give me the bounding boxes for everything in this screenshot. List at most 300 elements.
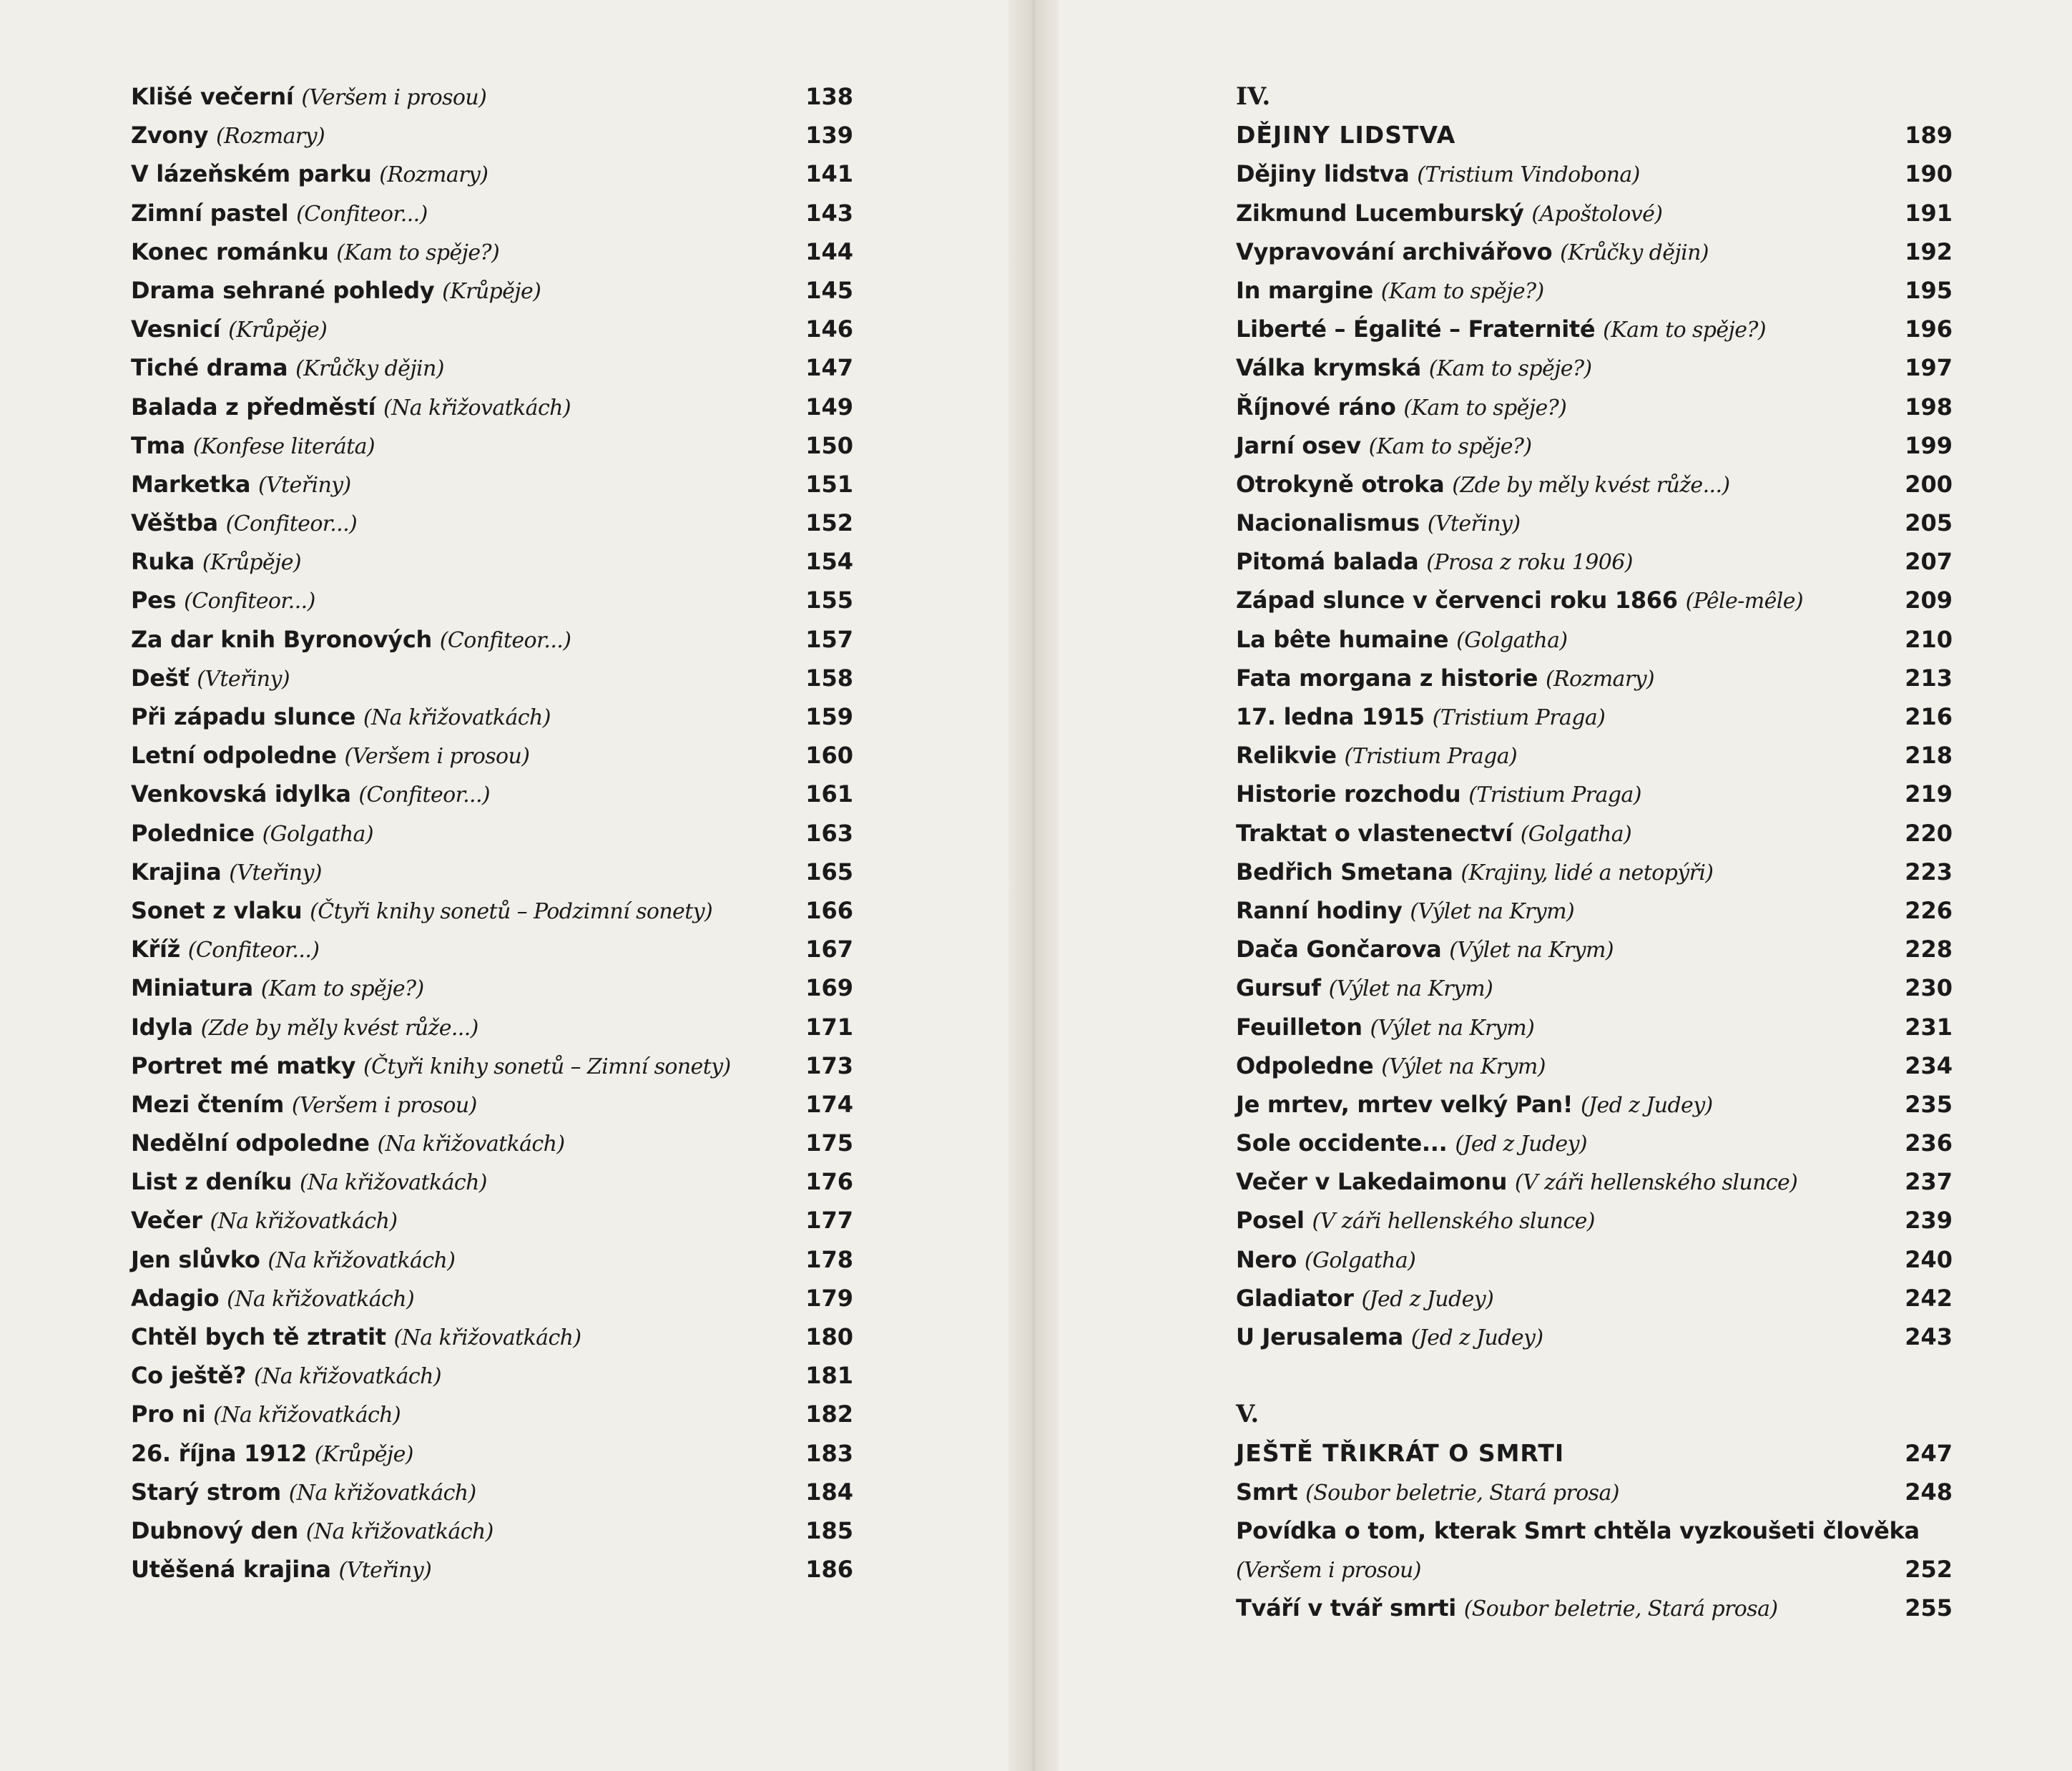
entry-source: (Vteřiny) xyxy=(1427,511,1521,537)
toc-entry xyxy=(1236,504,1953,542)
entry-title: Krajina xyxy=(131,858,222,886)
entry-page: 160 xyxy=(805,742,853,770)
toc-entry xyxy=(131,77,853,116)
entry-source: (Vteřiny) xyxy=(257,472,351,498)
entry-title: Feuilleton xyxy=(1236,1013,1362,1041)
entry-page: 146 xyxy=(805,315,853,343)
entry-source: (Golgatha) xyxy=(1520,821,1632,847)
entry-source: (Kam to spěje?) xyxy=(1368,433,1532,459)
entry-title: Gursuf xyxy=(1236,974,1321,1002)
entry-source: (Kam to spěje?) xyxy=(336,240,500,265)
toc-entry xyxy=(1236,968,1953,1007)
entry-page: 179 xyxy=(805,1284,853,1312)
entry-source: (Golgatha) xyxy=(1456,627,1568,653)
section-4-page: 189 xyxy=(1905,122,1953,149)
entry-page: 163 xyxy=(805,819,853,847)
entry-source: (Soubor beletrie, Stará prosa) xyxy=(1305,1480,1619,1506)
entry-title: Marketka xyxy=(131,470,251,498)
entry-page: 151 xyxy=(805,470,853,498)
entry-title: Mezi čtením xyxy=(131,1090,285,1118)
entry-title: Věštba xyxy=(131,509,218,537)
entry-title: Při západu slunce xyxy=(131,703,356,730)
entry-title: Za dar knih Byronových xyxy=(131,625,432,653)
entry-title: Nedělní odpoledne xyxy=(131,1129,370,1157)
entry-page: 161 xyxy=(805,780,853,808)
entry-source: (Kam to spěje?) xyxy=(1403,395,1567,421)
toc-entry xyxy=(131,1395,853,1433)
entry-source: (Na křižovatkách) xyxy=(227,1286,415,1312)
entry-title: Starý strom xyxy=(131,1478,281,1506)
entry-title: Večer xyxy=(131,1207,202,1235)
entry-source: (Na křižovatkách) xyxy=(267,1247,456,1273)
toc-entry xyxy=(131,348,853,387)
entry-source: (Vteřiny) xyxy=(229,860,322,886)
entry-source: (Výlet na Krym) xyxy=(1370,1015,1535,1041)
entry-page: 195 xyxy=(1905,276,1953,304)
section-spacer xyxy=(1236,1356,1953,1395)
entry-source: (Vteřiny) xyxy=(338,1558,432,1584)
entry-page: 231 xyxy=(1905,1013,1953,1041)
toc-entry xyxy=(131,736,853,775)
entry-source: (Jed z Judey) xyxy=(1580,1092,1713,1118)
entry-page: 230 xyxy=(1905,974,1953,1002)
entry-source: (Confiteor...) xyxy=(296,201,428,227)
toc-entry xyxy=(131,194,853,232)
entry-page: 152 xyxy=(805,509,853,537)
section-5-toc-list xyxy=(1236,1473,1953,1511)
toc-entry xyxy=(131,1318,853,1356)
entry-source: (Prosa z roku 1906) xyxy=(1426,550,1633,576)
entry-page: 198 xyxy=(1905,393,1953,421)
toc-entry xyxy=(1236,1240,1953,1279)
entry-source: (Kam to spěje?) xyxy=(260,976,424,1002)
toc-entry xyxy=(131,154,853,193)
toc-entry xyxy=(131,1162,853,1201)
toc-entry xyxy=(1236,1046,1953,1085)
toc-entry xyxy=(131,1201,853,1240)
entry-title: Zikmund Lucemburský xyxy=(1236,199,1524,227)
section-4-toc-list xyxy=(1236,154,1953,1356)
entry-source: (Confiteor...) xyxy=(187,938,320,963)
toc-entry xyxy=(1236,348,1953,387)
entry-source: (Veršem i prosou) xyxy=(344,744,530,770)
entry-page: 190 xyxy=(1905,160,1953,188)
entry-page: 157 xyxy=(805,625,853,653)
toc-entry xyxy=(131,1279,853,1318)
entry-source: (Tristium Praga) xyxy=(1432,705,1606,730)
entry-page: 200 xyxy=(1905,470,1953,498)
entry-page: 197 xyxy=(1905,354,1953,382)
entry-title: Zimní pastel xyxy=(131,199,289,227)
toc-entry xyxy=(1236,194,1953,232)
entry-page: 167 xyxy=(805,936,853,963)
toc-entry xyxy=(1236,736,1953,775)
entry-title: Vypravování archivářovo xyxy=(1236,237,1553,265)
entry-source: (Kam to spěje?) xyxy=(1428,356,1592,382)
entry-source: (Zde by měly kvést růže...) xyxy=(1452,472,1730,498)
section-4-heading: DĚJINY LIDSTVA xyxy=(1236,121,1456,149)
toc-entry xyxy=(131,1046,853,1085)
entry-page: 158 xyxy=(805,664,853,692)
entry-page: 237 xyxy=(1905,1168,1953,1196)
entry-source: (Tristium Praga) xyxy=(1468,783,1641,808)
toc-entry xyxy=(1236,310,1953,348)
toc-entry xyxy=(131,1511,853,1550)
entry-page: 219 xyxy=(1905,780,1953,808)
entry-page: 209 xyxy=(1905,587,1953,614)
entry-page: 150 xyxy=(805,431,853,459)
entry-page: 173 xyxy=(805,1051,853,1079)
toc-entry xyxy=(131,116,853,154)
entry-title: Západ slunce v červenci roku 1866 xyxy=(1236,587,1678,614)
entry-source: (Na křižovatkách) xyxy=(210,1209,398,1235)
toc-entry xyxy=(1236,1589,1953,1627)
entry-source: (Na křižovatkách) xyxy=(393,1325,581,1350)
entry-source: (Krůpěje) xyxy=(228,318,328,343)
entry-source: (Krůpěje) xyxy=(314,1441,413,1467)
toc-entry xyxy=(131,620,853,659)
entry-page: 239 xyxy=(1905,1207,1953,1235)
entry-title: Bedřich Smetana xyxy=(1236,858,1453,886)
entry-source: (Výlet na Krym) xyxy=(1449,938,1614,963)
entry-page: 199 xyxy=(1905,431,1953,459)
toc-entry xyxy=(1236,1124,1953,1162)
entry-page: 236 xyxy=(1905,1129,1953,1157)
entry-title: Zvony xyxy=(131,122,209,149)
toc-entry xyxy=(131,853,853,891)
entry-page: 149 xyxy=(805,393,853,421)
toc-entry xyxy=(1236,891,1953,930)
section-heading-row xyxy=(1236,116,1953,154)
section-numeral xyxy=(1236,1395,1953,1433)
section-5-heading: JEŠTĚ TŘIKRÁT O SMRTI xyxy=(1236,1438,1565,1467)
entry-source: (Jed z Judey) xyxy=(1361,1286,1494,1312)
entry-title: Portret mé matky xyxy=(131,1051,356,1079)
entry-title: Otrokyně otroka xyxy=(1236,470,1445,498)
toc-entry xyxy=(1236,1162,1953,1201)
entry-page: 176 xyxy=(805,1168,853,1196)
entry-title: List z deníku xyxy=(131,1168,293,1196)
left-page xyxy=(131,77,853,1589)
entry-title: 17. ledna 1915 xyxy=(1236,703,1425,730)
entry-page: 228 xyxy=(1905,936,1953,963)
toc-entry xyxy=(131,1124,853,1162)
entry-title: Miniatura xyxy=(131,974,253,1002)
entry-source: (Veršem i prosou) xyxy=(301,85,487,110)
entry-source: (Apoštolové) xyxy=(1531,201,1663,227)
entry-source: (Na křižovatkách) xyxy=(377,1132,565,1157)
entry-title: Gladiator xyxy=(1236,1284,1354,1312)
entry-title: Traktat o vlastenectví xyxy=(1236,819,1513,847)
toc-entry xyxy=(131,542,853,581)
entry-page: 174 xyxy=(805,1090,853,1118)
book-gutter xyxy=(1008,0,1059,1771)
entry-source: (Výlet na Krym) xyxy=(1328,976,1493,1002)
entry-page: 145 xyxy=(805,276,853,304)
entry-title: Smrt xyxy=(1236,1478,1298,1506)
entry-page: 144 xyxy=(805,237,853,265)
toc-entry xyxy=(1236,1473,1953,1511)
entry-page: 181 xyxy=(805,1362,853,1390)
toc-entry xyxy=(131,775,853,813)
toc-entry xyxy=(1236,542,1953,581)
entry-page: 252 xyxy=(1905,1556,1953,1584)
entry-title: Dača Gončarova xyxy=(1236,936,1442,963)
entry-title: Chtěl bych tě ztratit xyxy=(131,1323,386,1350)
entry-title: Konec románku xyxy=(131,237,329,265)
entry-title: Jen slůvko xyxy=(131,1245,260,1273)
entry-title: Co ještě? xyxy=(131,1362,247,1390)
entry-title: Večer v Lakedaimonu xyxy=(1236,1168,1508,1196)
entry-title: Dešť xyxy=(131,664,190,692)
left-toc-list xyxy=(131,77,853,1589)
entry-source: (Krůčky dějin) xyxy=(295,356,444,382)
entry-source: (Pêle-mêle) xyxy=(1685,589,1803,614)
entry-source: (Veršem i prosou) xyxy=(1236,1558,1421,1584)
toc-entry xyxy=(131,891,853,930)
toc-entry xyxy=(131,697,853,736)
toc-entry xyxy=(131,1473,853,1511)
entry-page: 147 xyxy=(805,354,853,382)
entry-title: Posel xyxy=(1236,1207,1305,1235)
entry-source: (Kam to spěje?) xyxy=(1603,318,1766,343)
toc-entry xyxy=(131,310,853,348)
entry-page: 186 xyxy=(805,1556,853,1584)
entry-source: (Jed z Judey) xyxy=(1455,1132,1588,1157)
entry-title: Historie rozchodu xyxy=(1236,780,1461,808)
entry-source: (Soubor beletrie, Stará prosa) xyxy=(1463,1596,1778,1622)
entry-title: Je mrtev, mrtev velký Pan! xyxy=(1236,1090,1573,1118)
entry-page: 155 xyxy=(805,587,853,614)
entry-page: 235 xyxy=(1905,1090,1953,1118)
entry-page: 243 xyxy=(1905,1323,1953,1350)
entry-page: 196 xyxy=(1905,315,1953,343)
entry-page: 255 xyxy=(1905,1594,1953,1622)
toc-entry xyxy=(131,388,853,426)
section-numeral xyxy=(1236,77,1953,116)
toc-entry xyxy=(131,271,853,310)
entry-title: U Jerusalema xyxy=(1236,1323,1403,1350)
section-4-numeral: IV. xyxy=(1236,82,1271,111)
entry-title: Venkovská idylka xyxy=(131,780,351,808)
entry-title: Letní odpoledne xyxy=(131,742,337,770)
entry-page: 178 xyxy=(805,1245,853,1273)
toc-entry-continuation xyxy=(1236,1550,1953,1589)
entry-title: Fata morgana z historie xyxy=(1236,664,1538,692)
entry-title: Idyla xyxy=(131,1013,193,1041)
entry-source: (Výlet na Krym) xyxy=(1381,1054,1546,1079)
entry-source: (Na křižovatkách) xyxy=(363,705,551,730)
entry-title: Pes xyxy=(131,587,177,614)
entry-title: Povídka o tom, kterak Smrt chtěla vyzkoušeti člověka xyxy=(1236,1516,1920,1544)
toc-entry xyxy=(1236,1008,1953,1046)
entry-source: (Vteřiny) xyxy=(197,666,290,692)
entry-title: In margine xyxy=(1236,276,1373,304)
toc-entry xyxy=(131,465,853,504)
toc-entry xyxy=(1236,1318,1953,1356)
entry-title: Liberté – Égalité – Fraternité xyxy=(1236,315,1596,343)
entry-page: 213 xyxy=(1905,664,1953,692)
entry-page: 220 xyxy=(1905,819,1953,847)
toc-entry xyxy=(131,426,853,465)
entry-title: Pitomá balada xyxy=(1236,548,1419,576)
toc-entry xyxy=(131,1550,853,1589)
toc-entry xyxy=(131,1008,853,1046)
entry-page: 139 xyxy=(805,122,853,149)
entry-page: 210 xyxy=(1905,625,1953,653)
entry-title: Drama sehrané pohledy xyxy=(131,276,435,304)
entry-source: (Na křižovatkách) xyxy=(305,1519,494,1544)
entry-title: Dubnový den xyxy=(131,1516,298,1544)
entry-source: (Golgatha) xyxy=(262,821,373,847)
entry-source: (Rozmary) xyxy=(1545,666,1655,692)
entry-source: (Krůpěje) xyxy=(442,278,541,304)
entry-title: Polednice xyxy=(131,819,255,847)
entry-page: 177 xyxy=(805,1207,853,1235)
toc-entry xyxy=(1236,271,1953,310)
entry-title: Kříž xyxy=(131,936,180,963)
entry-source: (Jed z Judey) xyxy=(1410,1325,1543,1350)
entry-page: 248 xyxy=(1905,1478,1953,1506)
section-heading-row xyxy=(1236,1434,1953,1473)
toc-entry xyxy=(1236,620,1953,659)
toc-entry xyxy=(1236,930,1953,968)
entry-page: 171 xyxy=(805,1013,853,1041)
toc-entry xyxy=(131,1240,853,1279)
entry-source: (Na křižovatkách) xyxy=(299,1170,487,1196)
entry-title: Adagio xyxy=(131,1284,220,1312)
entry-source: (Čtyři knihy sonetů – Zimní sonety) xyxy=(363,1054,731,1079)
toc-entry xyxy=(131,930,853,968)
entry-page: 165 xyxy=(805,858,853,886)
entry-title: 26. října 1912 xyxy=(131,1439,307,1467)
toc-entry xyxy=(1236,388,1953,426)
entry-title: Nero xyxy=(1236,1245,1297,1273)
entry-page: 159 xyxy=(805,703,853,730)
entry-page: 184 xyxy=(805,1478,853,1506)
toc-entry xyxy=(1236,853,1953,891)
entry-title: V lázeňském parku xyxy=(131,160,372,188)
entry-page: 216 xyxy=(1905,703,1953,730)
section-5-page: 247 xyxy=(1905,1439,1953,1467)
entry-source: (V záři hellenského slunce) xyxy=(1312,1209,1595,1235)
entry-page: 240 xyxy=(1905,1245,1953,1273)
toc-entry xyxy=(1236,1201,1953,1240)
section-5-numeral: V. xyxy=(1236,1400,1260,1429)
entry-page: 138 xyxy=(805,83,853,110)
entry-page: 141 xyxy=(805,160,853,188)
entry-title: Pro ni xyxy=(131,1400,206,1428)
entry-source: (Na křižovatkách) xyxy=(383,395,571,421)
entry-page: 183 xyxy=(805,1439,853,1467)
entry-source: (Rozmary) xyxy=(379,162,488,188)
entry-source: (Golgatha) xyxy=(1304,1247,1416,1273)
toc-entry xyxy=(1236,232,1953,271)
entry-title: Klišé večerní xyxy=(131,83,294,110)
entry-source: (Tristium Vindobona) xyxy=(1417,162,1640,188)
toc-entry xyxy=(131,504,853,542)
toc-entry xyxy=(131,1085,853,1124)
entry-page: 154 xyxy=(805,548,853,576)
toc-entry xyxy=(1236,1279,1953,1318)
entry-title: Válka krymská xyxy=(1236,354,1421,382)
entry-page: 223 xyxy=(1905,858,1953,886)
toc-entry xyxy=(131,968,853,1007)
entry-page: 226 xyxy=(1905,896,1953,924)
entry-page: 218 xyxy=(1905,742,1953,770)
entry-source: (Výlet na Krym) xyxy=(1410,898,1575,924)
entry-source: (Veršem i prosou) xyxy=(291,1092,477,1118)
toc-entry xyxy=(131,581,853,619)
entry-title: Balada z předměstí xyxy=(131,393,376,421)
entry-title: Říjnové ráno xyxy=(1236,393,1396,421)
entry-source: (Confiteor...) xyxy=(439,627,571,653)
entry-title: Ruka xyxy=(131,548,195,576)
toc-entry xyxy=(131,1434,853,1473)
toc-entry xyxy=(131,232,853,271)
entry-title: Sonet z vlaku xyxy=(131,896,303,924)
right-page xyxy=(1236,77,1953,1628)
entry-page: 169 xyxy=(805,974,853,1002)
entry-source: (Krůčky dějin) xyxy=(1560,240,1709,265)
entry-source: (Zde by měly kvést růže...) xyxy=(200,1015,478,1041)
toc-entry xyxy=(1236,814,1953,853)
entry-source: (Kam to spěje?) xyxy=(1380,278,1544,304)
entry-source: (Krůpěje) xyxy=(202,550,302,576)
entry-page: 166 xyxy=(805,896,853,924)
entry-title: Tma xyxy=(131,431,185,459)
toc-entry xyxy=(1236,1085,1953,1124)
entry-page: 175 xyxy=(805,1129,853,1157)
toc-entry xyxy=(1236,465,1953,504)
entry-page: 191 xyxy=(1905,199,1953,227)
entry-title: Vesnicí xyxy=(131,315,221,343)
toc-entry xyxy=(1236,1511,1953,1550)
entry-title: Nacionalismus xyxy=(1236,509,1420,537)
entry-page: 180 xyxy=(805,1323,853,1350)
entry-title: Odpoledne xyxy=(1236,1051,1374,1079)
entry-source: (Na křižovatkách) xyxy=(288,1480,476,1506)
entry-page: 207 xyxy=(1905,548,1953,576)
entry-source: (Čtyři knihy sonetů – Podzimní sonety) xyxy=(310,898,713,924)
entry-page: 185 xyxy=(805,1516,853,1544)
entry-title: Relikvie xyxy=(1236,742,1337,770)
toc-entry xyxy=(131,814,853,853)
entry-source: (Krajiny, lidé a netopýři) xyxy=(1460,860,1714,886)
toc-entry xyxy=(1236,775,1953,813)
entry-title: Ranní hodiny xyxy=(1236,896,1403,924)
toc-entry xyxy=(1236,659,1953,697)
entry-page: 242 xyxy=(1905,1284,1953,1312)
entry-title: Tiché drama xyxy=(131,354,288,382)
entry-page: 234 xyxy=(1905,1051,1953,1079)
entry-title: La bête humaine xyxy=(1236,625,1449,653)
entry-title: Jarní osev xyxy=(1236,431,1361,459)
entry-source: (Confiteor...) xyxy=(184,589,315,614)
entry-title: Utěšená krajina xyxy=(131,1556,331,1584)
toc-entry xyxy=(131,1356,853,1395)
entry-title: Sole occidente... xyxy=(1236,1129,1448,1157)
toc-entry xyxy=(1236,581,1953,619)
entry-page: 182 xyxy=(805,1400,853,1428)
entry-source: (Na křižovatkách) xyxy=(254,1364,441,1390)
toc-entry xyxy=(1236,154,1953,193)
entry-title: Tváří v tvář smrti xyxy=(1236,1594,1456,1622)
entry-source: (V záři hellenského slunce) xyxy=(1514,1170,1798,1196)
entry-source: (Na křižovatkách) xyxy=(213,1403,401,1428)
toc-entry xyxy=(1236,426,1953,465)
toc-entry xyxy=(1236,697,1953,736)
